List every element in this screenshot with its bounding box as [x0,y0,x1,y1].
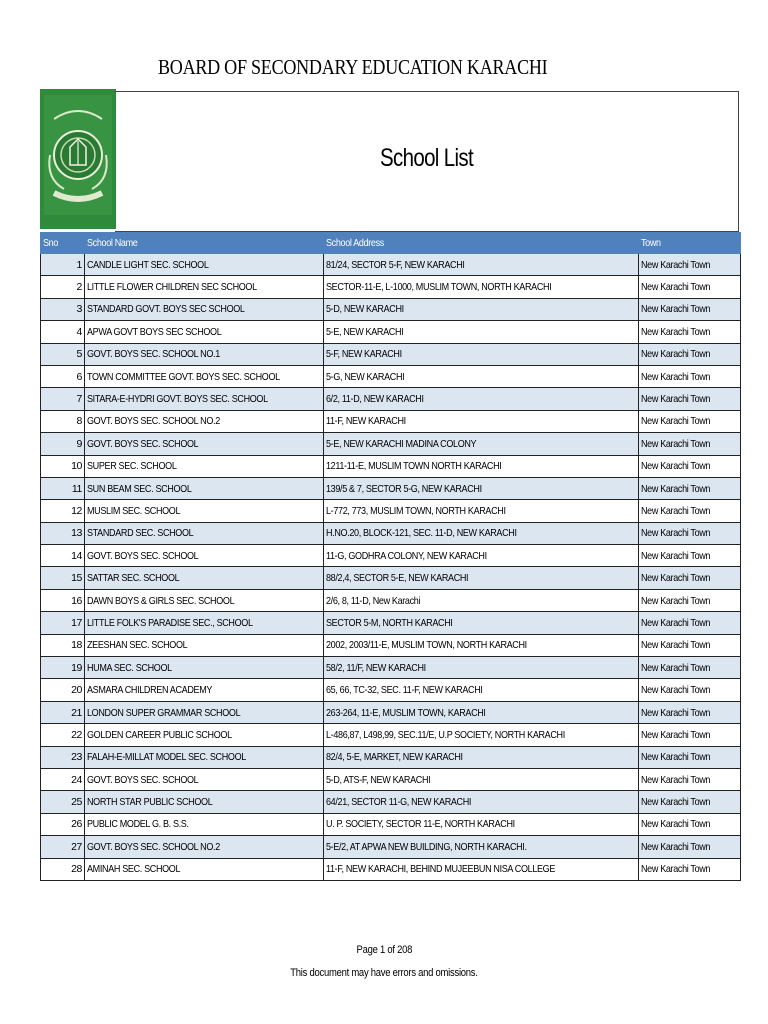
table-row [41,612,741,634]
cell-school-name: STANDARD GOVT. BOYS SEC SCHOOL [85,298,324,320]
cell-school-name: AMINAH SEC. SCHOOL [85,858,324,880]
cell-school-name: TOWN COMMITTEE GOVT. BOYS SEC. SCHOOL [85,365,324,387]
cell-sno: 21 [41,701,85,723]
table-row [41,433,741,455]
cell-school-name: LITTLE FLOWER CHILDREN SEC SCHOOL [85,276,324,298]
cell-town: New Karachi Town [639,477,741,499]
cell-town: New Karachi Town [639,701,741,723]
cell-sno: 2 [41,276,85,298]
cell-school-address: 5-E, NEW KARACHI MADINA COLONY [324,433,639,455]
table-body [41,254,741,881]
cell-sno: 5 [41,343,85,365]
cell-school-address: 263-264, 11-E, MUSLIM TOWN, KARACHI [324,701,639,723]
cell-sno: 11 [41,477,85,499]
cell-town: New Karachi Town [639,589,741,611]
cell-school-address: SECTOR 5-M, NORTH KARACHI [324,612,639,634]
cell-sno: 12 [41,500,85,522]
cell-sno: 19 [41,657,85,679]
cell-school-address: 88/2,4, SECTOR 5-E, NEW KARACHI [324,567,639,589]
table-row [41,657,741,679]
cell-sno: 25 [41,791,85,813]
page-title: School List [379,144,474,172]
cell-school-name: APWA GOVT BOYS SEC SCHOOL [85,321,324,343]
cell-sno: 17 [41,612,85,634]
column-header-school-name: School Name [85,233,324,254]
cell-school-name: CANDLE LIGHT SEC. SCHOOL [85,254,324,276]
cell-school-address: 5-D, ATS-F, NEW KARACHI [324,768,639,790]
table-row [41,746,741,768]
cell-sno: 22 [41,724,85,746]
table-row [41,768,741,790]
cell-sno: 8 [41,410,85,432]
cell-town: New Karachi Town [639,433,741,455]
cell-sno: 15 [41,567,85,589]
page-number: Page 1 of 208 [356,944,412,956]
column-header-school-address: School Address [324,233,639,254]
cell-school-address: 65, 66, TC-32, SEC. 11-F, NEW KARACHI [324,679,639,701]
table-row [41,724,741,746]
cell-school-name: SATTAR SEC. SCHOOL [85,567,324,589]
cell-school-name: ASMARA CHILDREN ACADEMY [85,679,324,701]
table-row [41,343,741,365]
cell-school-name: ZEESHAN SEC. SCHOOL [85,634,324,656]
cell-sno: 4 [41,321,85,343]
cell-town: New Karachi Town [639,768,741,790]
cell-sno: 9 [41,433,85,455]
cell-school-name: GOVT. BOYS SEC. SCHOOL [85,433,324,455]
table-row [41,365,741,387]
cell-school-name: HUMA SEC. SCHOOL [85,657,324,679]
cell-school-name: GOVT. BOYS SEC. SCHOOL [85,545,324,567]
table-row [41,254,741,276]
cell-school-address: 1211-11-E, MUSLIM TOWN NORTH KARACHI [324,455,639,477]
cell-town: New Karachi Town [639,343,741,365]
cell-school-address: 11-F, NEW KARACHI [324,410,639,432]
cell-school-address: 6/2, 11-D, NEW KARACHI [324,388,639,410]
cell-school-address: 5-F, NEW KARACHI [324,343,639,365]
cell-town: New Karachi Town [639,634,741,656]
cell-sno: 13 [41,522,85,544]
table-row [41,567,741,589]
table-row [41,791,741,813]
column-header-town: Town [639,233,741,254]
disclaimer: This document may have errors and omissions. [290,967,478,979]
table-row [41,298,741,320]
cell-sno: 27 [41,836,85,858]
table-row [41,813,741,835]
cell-sno: 20 [41,679,85,701]
cell-school-address: 2/6, 8, 11-D, New Karachi [324,589,639,611]
table-row [41,858,741,880]
table-row [41,276,741,298]
cell-school-name: LITTLE FOLK'S PARADISE SEC., SCHOOL [85,612,324,634]
cell-sno: 1 [41,254,85,276]
cell-school-address: 5-E, NEW KARACHI [324,321,639,343]
cell-sno: 28 [41,858,85,880]
cell-school-address: U. P. SOCIETY, SECTOR 11-E, NORTH KARACHI [324,813,639,835]
cell-sno: 24 [41,768,85,790]
cell-school-address: L-772, 773, MUSLIM TOWN, NORTH KARACHI [324,500,639,522]
table-row [41,455,741,477]
cell-sno: 16 [41,589,85,611]
cell-school-name: SUN BEAM SEC. SCHOOL [85,477,324,499]
cell-town: New Karachi Town [639,567,741,589]
table-header-row [41,233,741,254]
cell-town: New Karachi Town [639,679,741,701]
cell-town: New Karachi Town [639,836,741,858]
cell-town: New Karachi Town [639,724,741,746]
cell-town: New Karachi Town [639,276,741,298]
cell-school-name: DAWN BOYS & GIRLS SEC. SCHOOL [85,589,324,611]
board-logo [40,89,116,229]
table-row [41,477,741,499]
cell-school-address: L-486,87, L498,99, SEC.11/E, U.P SOCIETY, NORTH KARACHI [324,724,639,746]
cell-school-address: 11-F, NEW KARACHI, BEHIND MUJEEBUN NISA COLLEGE [324,858,639,880]
table-row [41,388,741,410]
cell-sno: 3 [41,298,85,320]
cell-town: New Karachi Town [639,657,741,679]
cell-school-address: 5-D, NEW KARACHI [324,298,639,320]
cell-town: New Karachi Town [639,791,741,813]
seal-emblem-icon [40,89,116,229]
cell-sno: 18 [41,634,85,656]
cell-school-address: 5-E/2, AT APWA NEW BUILDING, NORTH KARACHI. [324,836,639,858]
cell-town: New Karachi Town [639,365,741,387]
table-row [41,522,741,544]
cell-school-name: FALAH-E-MILLAT MODEL SEC. SCHOOL [85,746,324,768]
cell-town: New Karachi Town [639,813,741,835]
cell-town: New Karachi Town [639,612,741,634]
cell-sno: 10 [41,455,85,477]
cell-school-name: SITARA-E-HYDRI GOVT. BOYS SEC. SCHOOL [85,388,324,410]
cell-sno: 23 [41,746,85,768]
cell-school-address: 139/5 & 7, SECTOR 5-G, NEW KARACHI [324,477,639,499]
cell-sno: 6 [41,365,85,387]
cell-sno: 14 [41,545,85,567]
cell-school-address: H.NO.20, BLOCK-121, SEC. 11-D, NEW KARACHI [324,522,639,544]
table-row [41,545,741,567]
cell-school-name: STANDARD SEC. SCHOOL [85,522,324,544]
cell-school-address: 64/21, SECTOR 11-G, NEW KARACHI [324,791,639,813]
cell-school-name: PUBLIC MODEL G. B. S.S. [85,813,324,835]
cell-town: New Karachi Town [639,388,741,410]
cell-school-name: NORTH STAR PUBLIC SCHOOL [85,791,324,813]
table-row [41,321,741,343]
cell-school-address: 58/2, 11/F, NEW KARACHI [324,657,639,679]
cell-school-name: LONDON SUPER GRAMMAR SCHOOL [85,701,324,723]
table-row [41,836,741,858]
cell-school-name: GOVT. BOYS SEC. SCHOOL NO.1 [85,343,324,365]
table-row [41,701,741,723]
cell-school-name: GOVT. BOYS SEC. SCHOOL NO.2 [85,836,324,858]
cell-school-name: MUSLIM SEC. SCHOOL [85,500,324,522]
cell-town: New Karachi Town [639,746,741,768]
cell-school-name: GOVT. BOYS SEC. SCHOOL NO.2 [85,410,324,432]
cell-sno: 7 [41,388,85,410]
column-header-sno: Sno [41,233,85,254]
table-row [41,500,741,522]
school-table [40,232,741,881]
board-title: BOARD OF SECONDARY EDUCATION KARACHI [157,55,547,79]
cell-town: New Karachi Town [639,298,741,320]
cell-school-address: 5-G, NEW KARACHI [324,365,639,387]
title-box [115,91,739,232]
cell-town: New Karachi Town [639,410,741,432]
table-row [41,589,741,611]
table-row [41,634,741,656]
cell-town: New Karachi Town [639,522,741,544]
cell-school-address: SECTOR-11-E, L-1000, MUSLIM TOWN, NORTH KARACHI [324,276,639,298]
cell-town: New Karachi Town [639,254,741,276]
table-row [41,410,741,432]
cell-school-address: 11-G, GODHRA COLONY, NEW KARACHI [324,545,639,567]
cell-school-address: 81/24, SECTOR 5-F, NEW KARACHI [324,254,639,276]
cell-town: New Karachi Town [639,545,741,567]
cell-school-name: GOVT. BOYS SEC. SCHOOL [85,768,324,790]
cell-school-address: 82/4, 5-E, MARKET, NEW KARACHI [324,746,639,768]
cell-school-address: 2002, 2003/11-E, MUSLIM TOWN, NORTH KARACHI [324,634,639,656]
cell-school-name: GOLDEN CAREER PUBLIC SCHOOL [85,724,324,746]
cell-town: New Karachi Town [639,321,741,343]
cell-town: New Karachi Town [639,858,741,880]
cell-sno: 26 [41,813,85,835]
cell-school-name: SUPER SEC. SCHOOL [85,455,324,477]
table-row [41,679,741,701]
cell-town: New Karachi Town [639,455,741,477]
cell-town: New Karachi Town [639,500,741,522]
